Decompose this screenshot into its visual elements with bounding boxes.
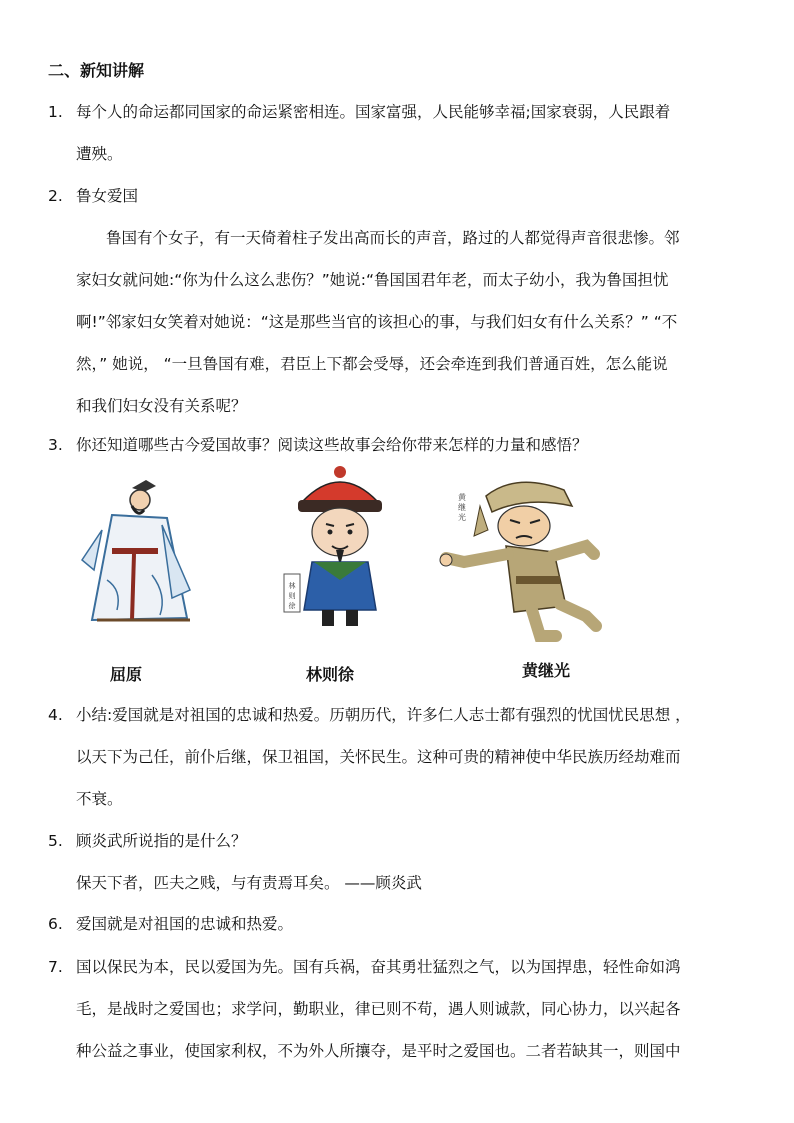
text-line: 鲁女爱国	[76, 187, 139, 205]
lin-zexu-illustration-icon	[282, 462, 392, 630]
svg-text:徐: 徐	[288, 602, 296, 610]
item-text	[76, 424, 756, 466]
text-line: 每个人的命运都同国家的命运紧密相连。国家富强，人民能够幸福;国家衰弱，人民跟着	[76, 103, 671, 121]
item-text	[76, 903, 756, 945]
text-line: 小结:爱国就是对祖国的忠诚和热爱。历朝历代，许多仁人志士都有强烈的忧国忧民思想 ，	[76, 706, 691, 724]
svg-text:光: 光	[458, 513, 466, 522]
huang-jiguang-illustration-icon	[436, 466, 606, 644]
text-line: 啊!”邻家妇女笑着对她说：“这是那些当官的该担心的事，与我们妇女有什么关系？” “不	[76, 313, 678, 331]
text-line: 和我们妇女没有关系呢？	[76, 397, 247, 415]
text-line: 国以保民为本，民以爱国为先。国有兵祸，奋其勇壮猛烈之气，以为国捍患，轻性命如鸿	[76, 958, 681, 976]
text-line: 以天下为己任，前仆后继，保卫祖国，关怀民生。这种可贵的精神使中华民族历经劫难而	[76, 748, 681, 766]
caption-lin-zexu: 林则徐	[306, 665, 355, 684]
text-line: 毛，是战时之爱国也；求学问，勤职业，律已则不苟，遇人则诚款，同心协力，以兴起各	[76, 1000, 681, 1018]
item-text	[76, 820, 756, 904]
item-text	[76, 694, 756, 820]
item-text	[76, 91, 756, 175]
svg-text:继: 继	[458, 503, 466, 512]
item-number: 4.	[48, 706, 63, 724]
quote-line: 保天下者，匹夫之贱，与有责焉耳矣。 ——顾炎武	[76, 874, 422, 892]
svg-text:黄: 黄	[458, 493, 466, 502]
item-number: 5.	[48, 832, 63, 850]
text-line: 然，” 她说， “一旦鲁国有难，君臣上下都会受辱，还会牵连到我们普通百姓，怎么能说	[76, 355, 668, 373]
svg-text:则: 则	[288, 592, 296, 600]
item-number: 3.	[48, 436, 63, 454]
text-line: 家妇女就问她:“你为什么这么悲伤？”她说:“鲁国国君年老，而太子幼小，我为鲁国担忧	[76, 271, 669, 289]
text-line: 遭殃。	[76, 145, 123, 163]
item-text	[76, 175, 756, 217]
item-number: 1.	[48, 103, 63, 121]
svg-text:林: 林	[288, 582, 296, 590]
text-line: 顾炎武所说指的是什么？	[76, 832, 247, 850]
item-text	[76, 946, 756, 1072]
item-number: 7.	[48, 958, 63, 976]
text-line: 不衰。	[76, 790, 123, 808]
text-line: 鲁国有个女子，有一天倚着柱子发出高而长的声音，路过的人都觉得声音很悲惨。邻	[106, 229, 680, 247]
text-line: 种公益之事业，使国家利权，不为外人所攘夺，是平时之爱国也。二者若缺其一，则国中	[76, 1042, 681, 1060]
story-text	[76, 217, 756, 427]
caption-huang-jiguang: 黄继光	[522, 661, 571, 680]
item-number: 6.	[48, 915, 63, 933]
item-number: 2.	[48, 187, 63, 205]
text-line: 你还知道哪些古今爱国故事？阅读这些故事会给你带来怎样的力量和感悟？	[76, 436, 588, 454]
qu-yuan-illustration-icon	[72, 470, 202, 630]
text-line: 爱国就是对祖国的忠诚和热爱。	[76, 915, 294, 933]
caption-qu-yuan: 屈原	[110, 665, 143, 684]
section-title: 二、新知讲解	[48, 61, 145, 80]
